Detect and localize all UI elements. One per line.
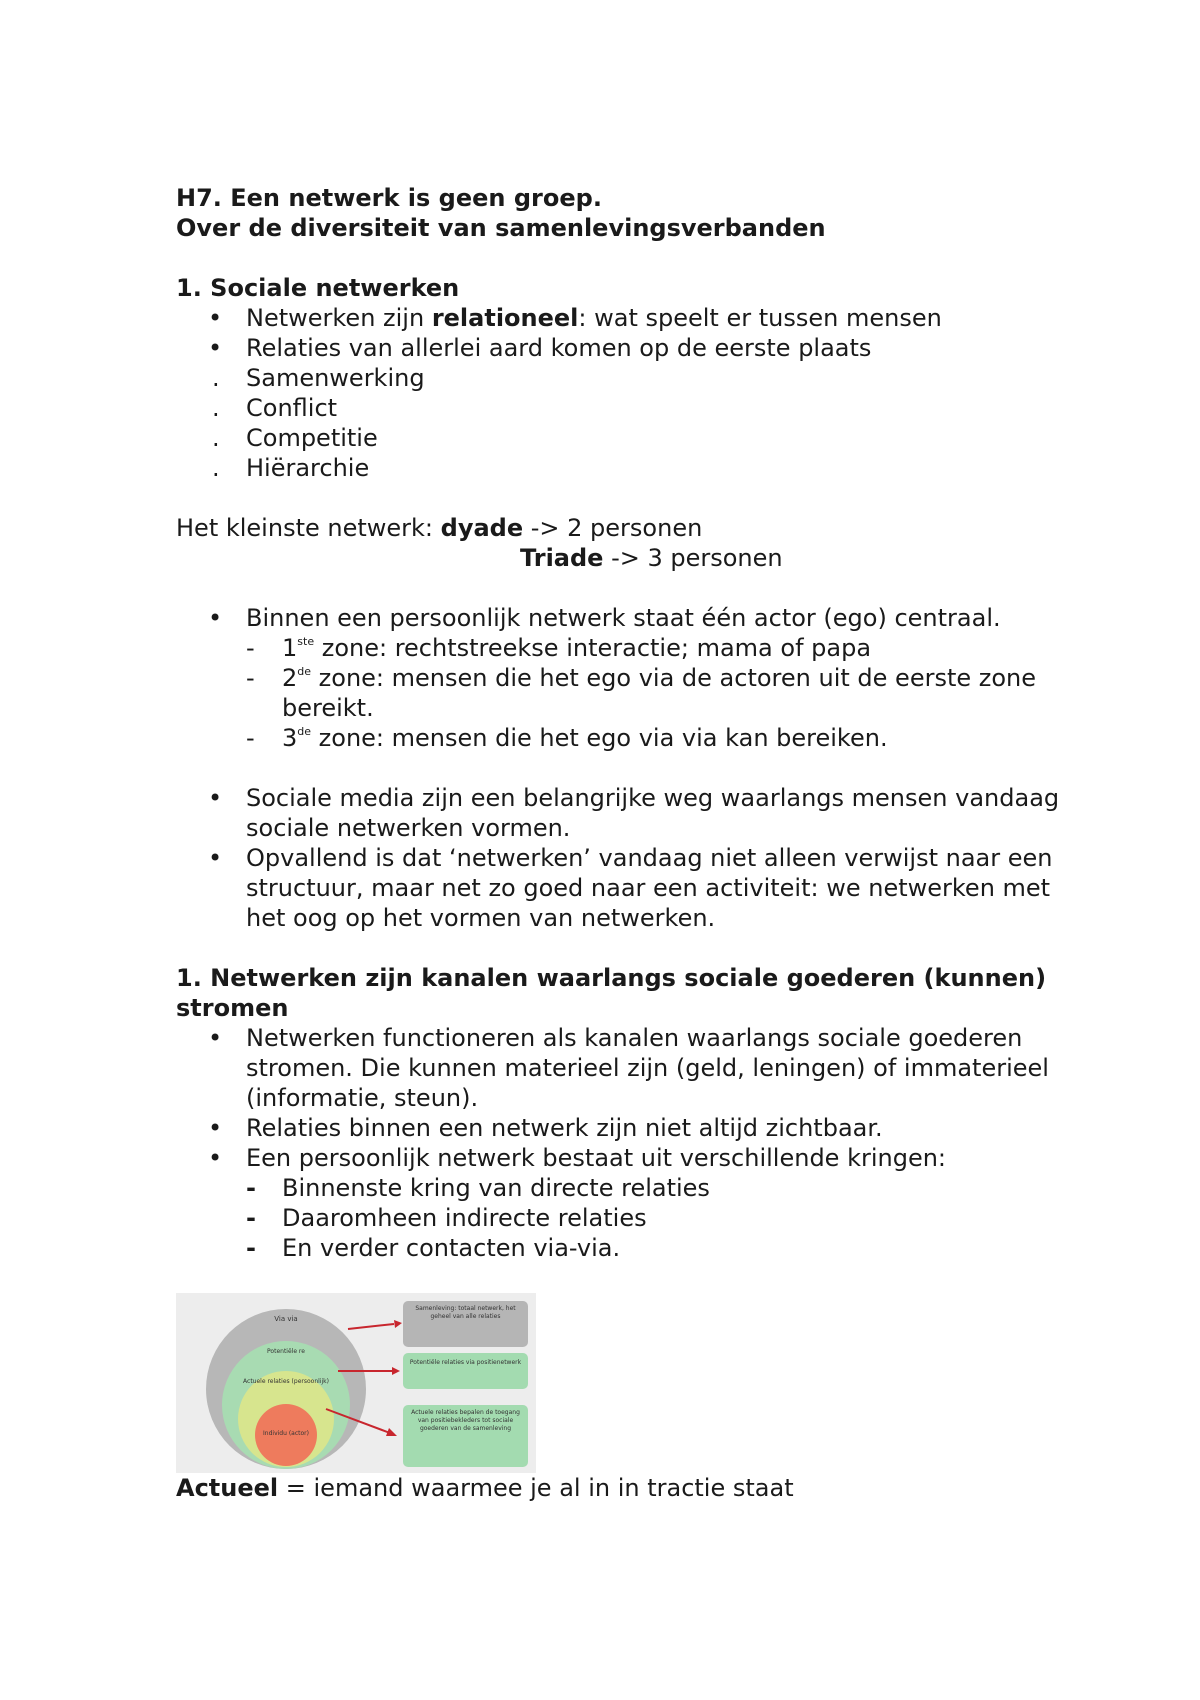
list-item: • Een persoonlijk netwerk bestaat uit verschillende kringen:	[208, 1144, 947, 1172]
dash-icon: -	[246, 634, 255, 662]
dash-icon: -	[246, 1204, 256, 1232]
bullet-icon: •	[208, 604, 223, 632]
ring-item: - Binnenste kring van directe relaties	[246, 1174, 710, 1202]
chapter-title: H7. Een netwerk is geen groep.	[176, 184, 602, 212]
zone-item: - 1ste zone: rechtstreekse interactie; mama of papa	[246, 634, 872, 662]
bullet-icon: •	[208, 334, 223, 362]
dot-icon: .	[212, 454, 220, 482]
list-item: • Netwerken zijn relationeel: wat speelt er tussen mensen	[208, 304, 942, 332]
dot-icon: .	[212, 394, 220, 422]
section-heading-channels: 1. Netwerken zijn kanalen waarlangs sociale goederen (kunnen) stromen	[176, 964, 1047, 1022]
bold-term: Triade	[520, 544, 604, 572]
chapter-subtitle: Over de diversiteit van samenlevingsverbanden	[176, 214, 826, 242]
bullet-icon: •	[208, 784, 223, 812]
list-item: • Relaties van allerlei aard komen op de eerste plaats	[208, 334, 872, 362]
zone-item: - 3de zone: mensen die het ego via via kan bereiken.	[246, 724, 888, 752]
zone-item: - 2de zone: mensen die het ego via de actoren uit de eerste zone bereikt.	[246, 664, 1037, 722]
circle-label: Individu (actor)	[263, 1430, 309, 1437]
list-item: . Samenwerking	[212, 364, 425, 392]
list-item: • Opvallend is dat ‘netwerken’ vandaag niet alleen verwijst naar een structuur, maar net zo goed naar een activiteit: we netwerken met het oog op het vormen van netwerken.	[208, 844, 1053, 932]
dash-icon: -	[246, 1174, 256, 1202]
dash-icon: -	[246, 724, 255, 752]
figure-caption: Actueel = iemand waarmee je al in in tractie staat	[176, 1474, 794, 1502]
ring-item: - En verder contacten via-via.	[246, 1234, 621, 1262]
bullet-icon: •	[208, 1024, 223, 1052]
list-item: . Competitie	[212, 424, 378, 452]
list-item: . Conflict	[212, 394, 338, 422]
ring-item: - Daaromheen indirecte relaties	[246, 1204, 647, 1232]
box-label: Actuele relaties bepalen de toegang van positiebekleders tot sociale goederen van de samenleving	[411, 1409, 520, 1432]
list-item: • Netwerken functioneren als kanalen waarlangs sociale goederen stromen. Die kunnen materieel zijn (geld, leningen) of immaterieel (informatie, steun).	[208, 1024, 1049, 1112]
circle-label: Actuele relaties (persoonlijk)	[243, 1378, 329, 1385]
list-item: • Relaties binnen een netwerk zijn niet altijd zichtbaar.	[208, 1114, 883, 1142]
bullet-icon: •	[208, 1144, 223, 1172]
bold-term: dyade	[440, 514, 524, 542]
circle-label: Potentiële re	[267, 1348, 305, 1355]
circle-label: Via via	[274, 1315, 298, 1323]
bullet-icon: •	[208, 304, 223, 332]
bullet-icon: •	[208, 844, 223, 872]
list-item: . Hiërarchie	[212, 454, 370, 482]
diagram-svg	[176, 1293, 536, 1473]
dash-icon: -	[246, 1234, 256, 1262]
list-item: • Binnen een persoonlijk netwerk staat één actor (ego) centraal.	[208, 604, 1001, 632]
list-item: • Sociale media zijn een belangrijke weg waarlangs mensen vandaag sociale netwerken vormen.	[208, 784, 1060, 842]
dot-icon: .	[212, 424, 220, 452]
smallest-network-line: Het kleinste netwerk: dyade -> 2 personen	[176, 514, 703, 542]
bold-term: relationeel	[431, 304, 579, 332]
section-heading-social-networks: 1. Sociale netwerken	[176, 274, 460, 302]
triade-line: Triade -> 3 personen	[520, 544, 783, 572]
document-body	[176, 183, 1076, 1503]
network-rings-diagram	[176, 1293, 536, 1473]
box-label: Potentiële relaties via positienetwerk	[409, 1359, 522, 1366]
dash-icon: -	[246, 664, 255, 692]
bold-term: Actueel	[176, 1474, 279, 1502]
dot-icon: .	[212, 364, 220, 392]
box-label: Samenleving: totaal netwerk, het geheel van alle relaties	[415, 1305, 516, 1320]
bullet-icon: •	[208, 1114, 223, 1142]
